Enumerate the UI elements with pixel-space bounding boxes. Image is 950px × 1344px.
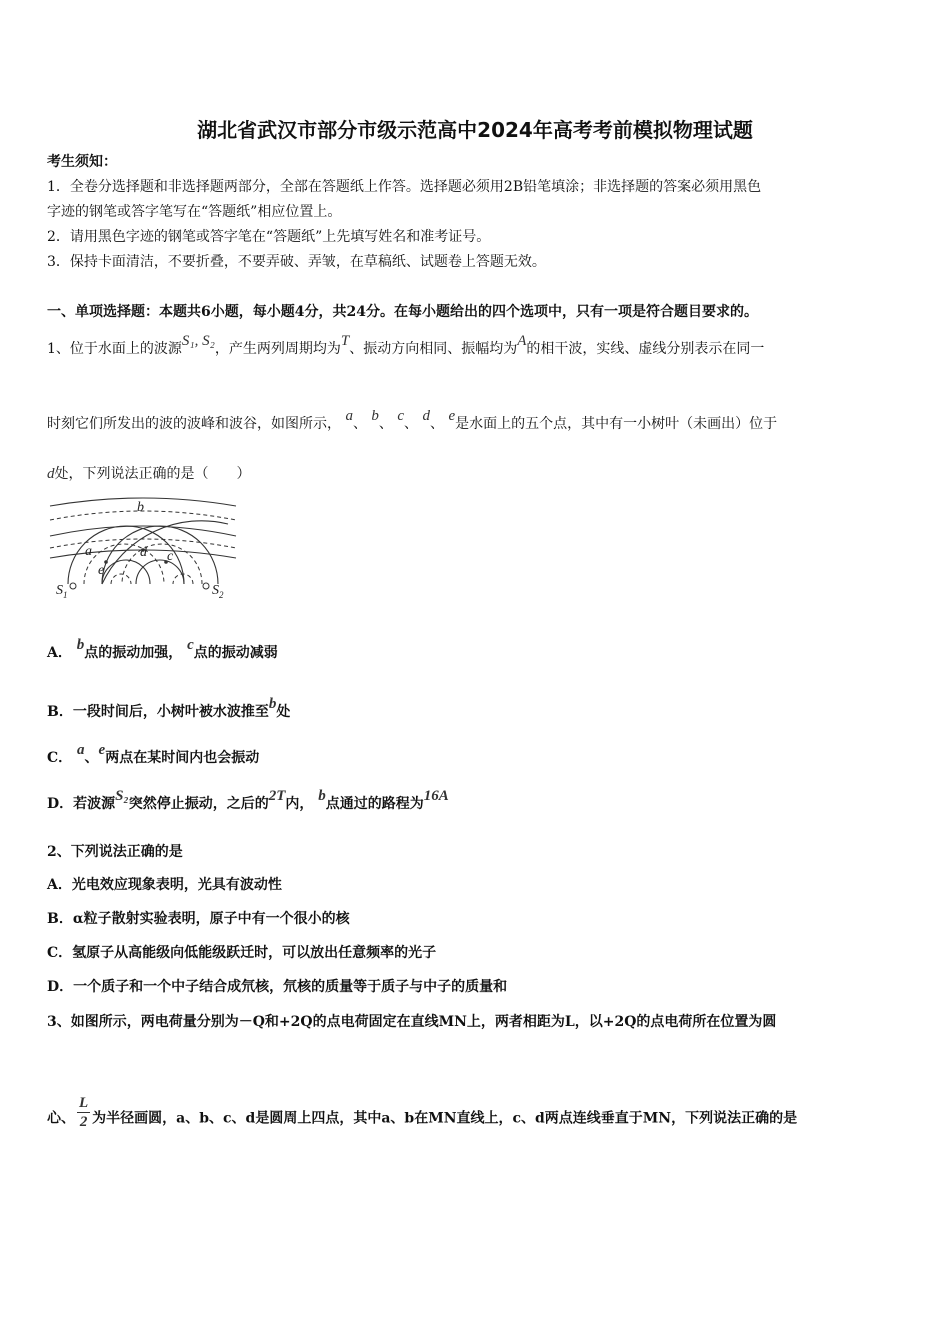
svg-text:S1: $S_1$ [56,583,68,600]
point-b: b [318,788,326,804]
point-b: b [76,637,85,653]
point-e: e [448,408,456,424]
q3-line1: 3、如图所示，两电荷量分别为－Q和+2Q的点电荷固定在直线MN上，两者相距为L，以+2Q的点电荷所在位置为圆 [47,1014,777,1030]
fig-label-c: c [167,549,174,564]
notice-item: 3．保持卡面清洁，不要折叠，不要弄破、弄皱，在草稿纸、试题卷上答题无效。 [47,254,546,270]
math-2T: 2T [268,788,286,804]
q1-option-d[interactable]: D．若波源S₂突然停止振动，之后的2T内， b点通过的路程为16A [47,788,449,812]
point-d: d [422,408,430,424]
fig-label-a: a [85,544,92,559]
notice-item: 1．全卷分选择题和非选择题两部分，全部在答题纸上作答。选择题必须用2B铅笔填涂；非选择题的答案必须用黑色 [47,179,762,195]
point-e: e [98,742,106,758]
section-heading: 一、单项选择题：本题共6小题，每小题4分，共24分。在每小题给出的四个选项中，只有一项是符合题目要求的。 [47,304,758,320]
q2-option-d[interactable]: D．一个质子和一个中子结合成氘核，氘核的质量等于质子与中子的质量和 [47,979,508,995]
point-b: b [268,696,277,712]
svg-text:S2: $S_2$ [212,583,224,600]
fraction-L-over-2: $\frac{L}{2}$ [79,1095,89,1130]
q2-stem: 2、下列说法正确的是 [47,844,183,860]
point-c: c [397,408,405,424]
q1-option-b[interactable]: B．一段时间后，小树叶被水波推至b处 [47,696,291,720]
wave-interference-figure [48,494,238,606]
notice-item: 2．请用黑色字迹的钢笔或答字笔在“答题纸”上先填写姓名和准考证号。 [47,229,491,245]
fig-label-s2: S [212,583,219,598]
q3-line2: 心、 $\frac{L}{2}$ 为半径画圆，a、b、c、d是圆周上四点，其中a、b在MN直线上，c、d两点连线垂直于MN，下列说法正确的是 [47,1095,798,1130]
fig-label-s1: S [56,583,63,598]
q1-line2: 时刻它们所发出的波的波峰和波谷，如图所示， a、 b、 c、 d、 e是水面上的五个点，其中有一小树叶（未画出）位于 [47,408,778,432]
point-a: a [345,408,353,424]
math-s1-s2: S₁, S₂ [181,333,215,349]
point-d: d [47,466,55,482]
fig-label-b: b [137,500,144,515]
fig-label-d: d [140,545,147,560]
q1-option-a[interactable]: A． b点的振动加强， c点的振动减弱 [47,637,278,661]
fig-label-e: e [98,563,105,578]
math-A: A [517,333,527,349]
q1-line3: d处，下列说法正确的是（ ） [47,466,251,482]
point-b: b [371,408,379,424]
notice-heading: 考生须知： [47,154,117,170]
q2-option-b[interactable]: B．α粒子散射实验表明，原子中有一个很小的核 [47,911,350,927]
q1-option-c[interactable]: C． a、e两点在某时间内也会振动 [47,742,260,766]
q2-option-c[interactable]: C．氢原子从高能级向低能级跃迁时，可以放出任意频率的光子 [47,945,437,961]
page-title: 湖北省武汉市部分市级示范高中2024年高考考前模拟物理试题 [197,118,753,142]
notice-item: 字迹的钢笔或答字笔写在“答题纸”相应位置上。 [47,204,342,220]
math-16A: 16A [423,788,449,804]
q1-line1: 1、位于水面上的波源S₁, S₂，产生两列周期均为T、振动方向相同、振幅均为A的相干波，实线、虚线分别表示在同一 [47,333,765,357]
point-c: c [187,637,194,653]
q2-option-a[interactable]: A．光电效应现象表明，光具有波动性 [47,877,282,893]
math-T: T [340,333,350,349]
math-s2: S₂ [115,788,129,804]
point-a: a [77,742,85,758]
